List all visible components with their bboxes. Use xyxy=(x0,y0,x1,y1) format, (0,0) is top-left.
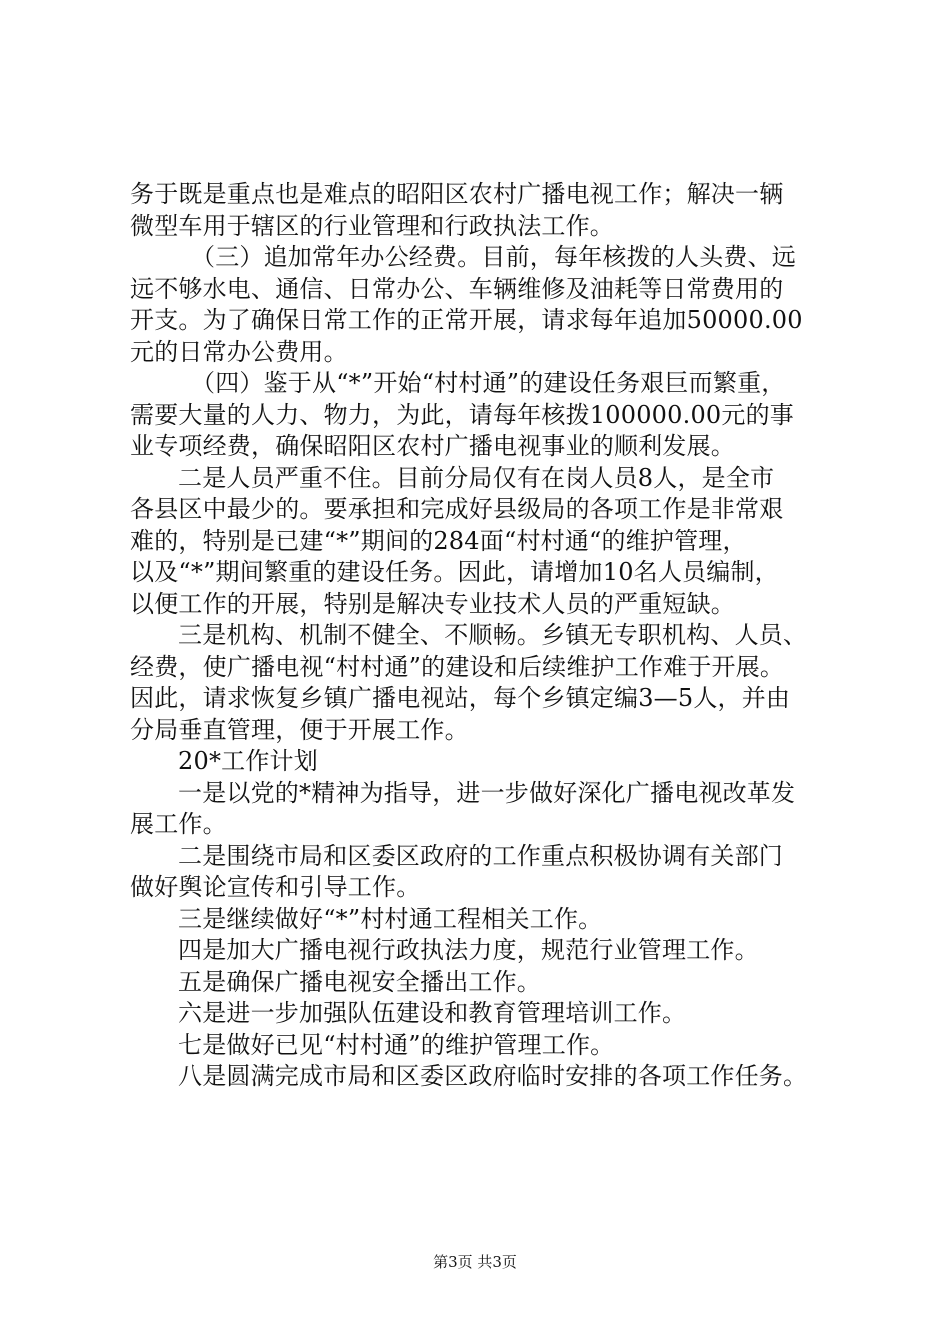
text-line: 以及“*”期间繁重的建设任务。因此，请增加10名人员编制， xyxy=(130,558,779,586)
text-line: 难的，特别是已建“*”期间的284面“村村通“的维护管理， xyxy=(130,527,747,555)
page-footer: 第3页 共3页 xyxy=(433,1253,517,1271)
text-line: 微型车用于辖区的行业管理和行政执法工作。 xyxy=(130,212,614,240)
text-line: 远不够水电、通信、日常办公、车辆维修及油耗等日常费用的 xyxy=(130,275,784,303)
text-line: 开支。为了确保日常工作的正常开展，请求每年追加50000.00 xyxy=(130,306,803,334)
text-line: 三是机构、机制不健全、不顺畅。乡镇无专职机构、人员、 xyxy=(178,621,808,649)
text-line: 三是继续做好“*”村村通工程相关工作。 xyxy=(178,905,603,933)
text-line: 六是进一步加强队伍建设和教育管理培训工作。 xyxy=(178,999,687,1027)
text-line: 以便工作的开展，特别是解决专业技术人员的严重短缺。 xyxy=(130,590,735,618)
section-heading: 20*工作计划 xyxy=(178,747,318,775)
text-line: 八是圆满完成市局和区委区政府临时安排的各项工作任务。 xyxy=(178,1062,808,1090)
text-line: 五是确保广播电视安全播出工作。 xyxy=(178,968,541,996)
text-line: 需要大量的人力、物力，为此，请每年核拨100000.00元的事 xyxy=(130,401,794,429)
text-line: 各县区中最少的。要承担和完成好县级局的各项工作是非常艰 xyxy=(130,495,784,523)
text-line: 做好舆论宣传和引导工作。 xyxy=(130,873,421,901)
text-line: 务于既是重点也是难点的昭阳区农村广播电视工作；解决一辆 xyxy=(130,180,784,208)
text-line: 业专项经费，确保昭阳区农村广播电视事业的顺利发展。 xyxy=(130,432,735,460)
text-line: 因此，请求恢复乡镇广播电视站，每个乡镇定编3—5人，并由 xyxy=(130,684,791,712)
text-line: 二是人员严重不住。目前分局仅有在岗人员8人，是全市 xyxy=(178,464,775,492)
text-line: 一是以党的*精神为指导，进一步做好深化广播电视改革发 xyxy=(178,779,796,807)
text-line: 展工作。 xyxy=(130,810,227,838)
text-line: 七是做好已见“村村通”的维护管理工作。 xyxy=(178,1031,615,1059)
text-line: （四）鉴于从“*”开始“村村通”的建设任务艰巨而繁重， xyxy=(191,369,786,397)
text-line: （三）追加常年办公经费。目前，每年核拨的人头费、远 xyxy=(191,243,796,271)
text-line: 分局垂直管理，便于开展工作。 xyxy=(130,716,469,744)
text-line: 元的日常办公费用。 xyxy=(130,338,348,366)
text-line: 四是加大广播电视行政执法力度，规范行业管理工作。 xyxy=(178,936,759,964)
text-line: 二是围绕市局和区委区政府的工作重点积极协调有关部门 xyxy=(178,842,783,870)
text-line: 经费，使广播电视“村村通”的建设和后续维护工作难于开展。 xyxy=(130,653,785,681)
